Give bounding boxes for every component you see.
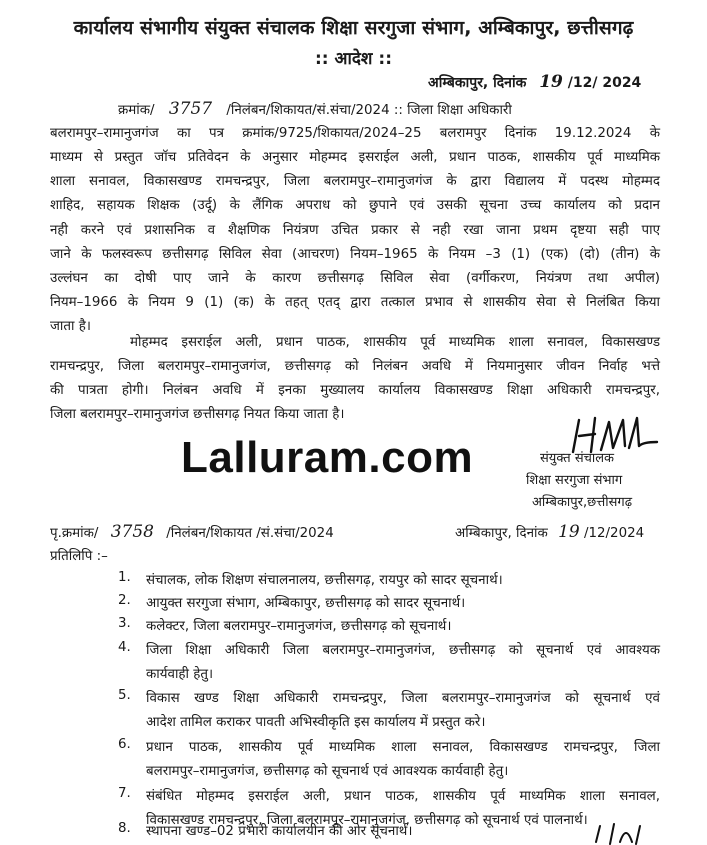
copy-number: 3. [118, 616, 131, 631]
signatory-place: अम्बिकापुर,छत्तीसगढ़ [532, 495, 633, 510]
endorsement-number: 3758 [110, 522, 154, 542]
endorsement-prefix: पृ.क्रमांक/ [50, 526, 99, 541]
copy-item-text: संचालक, लोक शिक्षण संचालनालय, छत्तीसगढ़, रायपुर को सादर सूचनार्थ। [146, 573, 503, 588]
body-line: जाने के फलस्वरूप छत्तीसगढ़ सिविल सेवा (आचरण) नियम–1965 के नियम –3 (1) (एक) (दो) (तीन) के [50, 247, 660, 262]
date-place: अम्बिकापुर, दिनांक [428, 75, 527, 91]
date-day: 19 [539, 72, 563, 92]
paragraph-line: की पात्रता होगी। निलंबन अवधि में इनका मुख्यालय कार्यालय विकासखण्ड शिक्षा अधिकारी रामचन्द्रपुर, [50, 383, 660, 398]
body-line: नियम–1966 के नियम 9 (1) (क) के तहत् एतद् द्वारा तत्काल प्रभाव से शासकीय सेवा से निलंबित किया [50, 295, 660, 310]
copy-item-text: आदेश तामिल कराकर पावती अभिस्वीकृति इस कार्यालय में प्रस्तुत करे। [146, 715, 486, 730]
signatory-dept: शिक्षा सरगुजा संभाग [526, 473, 623, 488]
copy-number: 4. [118, 640, 131, 655]
watermark: Lalluram.com [181, 433, 474, 482]
endorsement-day: 19 [558, 522, 580, 542]
copy-item-text: कार्यवाही हेतु। [146, 667, 214, 682]
copy-number: 6. [118, 737, 131, 752]
paragraph-line: रामचन्द्रपुर, जिला बलरामपुर–रामानुजगंज, छत्तीसगढ़ को निलंबन अवधि में नियमानुसार जीवन निर्वाह भत्ते [50, 359, 660, 374]
endorsement-reference: /निलंबन/शिकायत /सं.संचा/2024 [166, 526, 334, 541]
copy-number: 7. [118, 786, 131, 801]
copy-number: 2. [118, 593, 131, 608]
order-date [428, 72, 641, 92]
copy-item-text: प्रधान पाठक, शासकीय पूर्व माध्यमिक शाला सनावल, विकासखण्ड रामचन्द्रपुर, जिला [146, 740, 660, 755]
copy-to-label: प्रतिलिपि :– [50, 549, 108, 564]
signatory-title: संयुक्त संचालक [540, 451, 615, 466]
copy-item-text: स्थापना खण्ड–02 प्रभारी कार्यालयीन की ओर सूचनार्थ। [146, 824, 413, 839]
body-line: शाला सनावल, विकासखण्ड रामचन्द्रपुर, जिला बलरामपुर–रामानुजगंज के द्वारा विद्यालय में पदस्थ मोहम्मद [50, 174, 660, 189]
office-header: कार्यालय संभागीय संयुक्त संचालक शिक्षा सरगुजा संभाग, अम्बिकापुर, छत्तीसगढ़ [73, 17, 634, 39]
copy-item-text: बलरामपुर–रामानुजगंज, छत्तीसगढ़ को सूचनार्थ एवं आवश्यक कार्यवाही हेतु। [146, 764, 509, 779]
copy-item-text: कलेक्टर, जिला बलरामपुर–रामानुजगंज, छत्तीसगढ़ को सूचनार्थ। [146, 619, 452, 634]
paragraph-line: जिला बलरामपुर–रामानुजगंज छत्तीसगढ़ नियत किया जाता है। [50, 407, 345, 422]
copy-number: 8. [118, 821, 131, 836]
copy-item-text: विकासखण्ड रामचन्द्रपुर, जिला बलरामपुर–रामानुजगंज, छत्तीसगढ़ को सूचनार्थ एवं पालनार्थ। [146, 813, 588, 828]
endorsement-date [455, 522, 644, 542]
paragraph-line: मोहम्मद इसराईल अली, प्रधान पाठक, शासकीय पूर्व माध्यमिक शाला सनावल, विकासखण्ड [130, 335, 660, 350]
initials-mark [590, 822, 650, 845]
order-number-line [118, 99, 660, 119]
body-line: उल्लंघन का दोषी पाए जाने के कारण छत्तीसगढ़ सिविल सेवा (वर्गीकरण, नियंत्रण तथा अपील) [50, 271, 660, 286]
date-rest: /12/ 2024 [567, 75, 642, 91]
copy-item-text: संबंधित मोहम्मद इसराईल अली, प्रधान पाठक, शासकीय पूर्व माध्यमिक शाला सनावल, [146, 789, 660, 804]
order-title: :: आदेश :: [315, 49, 392, 69]
body-line: नही करने एवं प्रशासनिक व शैक्षणिक नियंत्रण उचित प्रकार से नही रखा जाना प्रथम दृष्टया सही पाए [50, 223, 660, 238]
copy-number: 1. [118, 570, 131, 585]
body-line: शाहिद, सहायक शिक्षक (उर्दू) के लैंगिक अपराध को छुपाने एवं उसकी सूचना उच्च कार्यालय को प्रदान [50, 198, 660, 213]
order-number: 3757 [168, 99, 213, 119]
endorsement-date-rest: /12/2024 [583, 526, 645, 541]
order-number-label: क्रमांक/ [118, 103, 155, 118]
endorsement-number-line [50, 522, 334, 542]
copy-number: 5. [118, 688, 131, 703]
copy-item-text: आयुक्त सरगुजा संभाग, अम्बिकापुर, छत्तीसगढ़ को सादर सूचनार्थ। [146, 596, 466, 611]
body-line: बलरामपुर–रामानुजगंज का पत्र क्रमांक/9725/शिकायत/2024–25 बलरामपुर दिनांक 19.12.2024 के [50, 126, 660, 141]
body-line: माध्यम से प्रस्तुत जॉच प्रतिवेदन के अनुसार मोहम्मद इसराईल अली, प्रधान पाठक, शासकीय पूर्व माध्यमिक [50, 150, 660, 165]
body-line: जाता है। [50, 319, 91, 334]
endorsement-place: अम्बिकापुर, दिनांक [455, 526, 548, 541]
copy-item-text: जिला शिक्षा अधिकारी जिला बलरामपुर–रामानुजगंज, छत्तीसगढ़ को सूचनार्थ एवं आवश्यक [146, 643, 660, 658]
order-reference: /निलंबन/शिकायत/सं.संचा/2024 :: जिला शिक्षा अधिकारी [226, 103, 512, 118]
copy-item-text: विकास खण्ड शिक्षा अधिकारी रामचन्द्रपुर, जिला बलरामपुर–रामानुजगंज को सूचनार्थ एवं [146, 691, 660, 706]
